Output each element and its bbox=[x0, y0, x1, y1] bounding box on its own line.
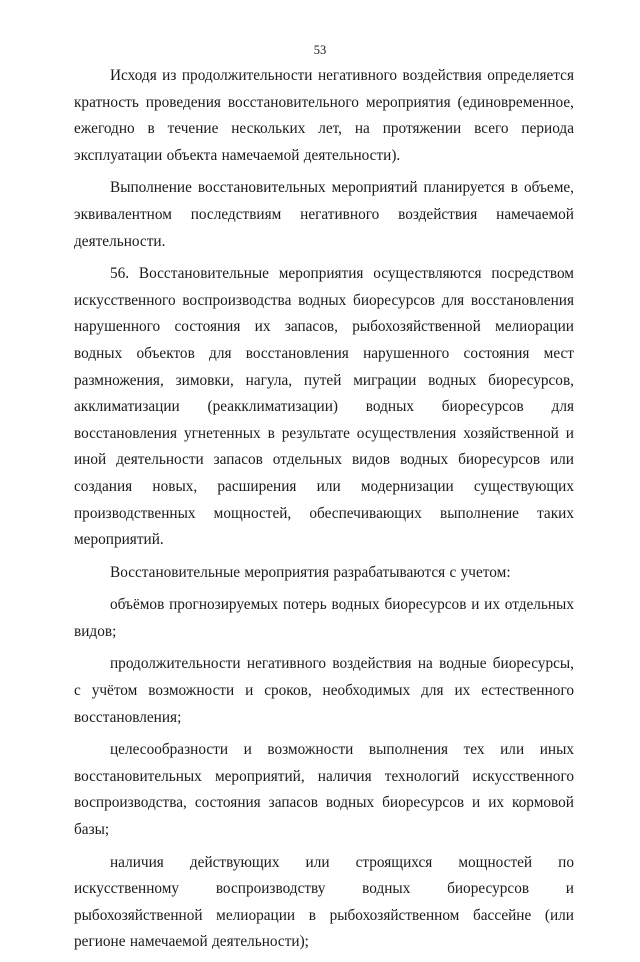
paragraph-existing-capacities: наличия действующих или строящихся мощностей по искусственному воспроизводству водных биоресурсов и рыбохозяйственной мелиорации в рыбохозяйственном бассейне (или регионе намечаемой деятельности); bbox=[74, 853, 574, 951]
paragraph-planned-volume: Выполнение восстановительных мероприятий планируется в объеме, эквивалентном последствиям негативного воздействия намечаемой деятельности. bbox=[74, 179, 574, 250]
page-number: 53 bbox=[313, 43, 327, 57]
paragraph-predicted-losses: объёмов прогнозируемых потерь водных биоресурсов и их отдельных видов; bbox=[74, 596, 574, 640]
document-body bbox=[74, 63, 574, 962]
paragraph-duration-multiplicity: Исходя из продолжительности негативного воздействия определяется кратность проведения восстановительного мероприятия (единовременное, ежегодно в течение нескольких лет, на протяжении всего периода эксплуатации объекта намечаемой деятельности). bbox=[74, 67, 574, 164]
paragraph-item-56: 56. Восстановительные мероприятия осуществляются посредством искусственного воспроизводства водных биоресурсов для восстановления нарушенного состояния их запасов, рыбохозяйственной мелиорации водных объектов для восстановления нарушенного состояния мест размножения, зимовки, нагула, путей миграции водных биоресурсов, акклиматизации (реакклиматизации) водных биоресурсов для восстановления угнетенных в результате осуществления хозяйственной и иной деятельности запасов отдельных видов водных биоресурсов или создания новых, расширения или модернизации существующих производственных мощностей, обеспечивающих выполнение таких мероприятий. bbox=[74, 265, 574, 549]
paragraph-impact-duration: продолжительности негативного воздействия на водные биоресурсы, с учётом возможности и сроков, необходимых для их естественного восстановления; bbox=[74, 655, 574, 726]
paragraph-expediency: целесообразности и возможности выполнения тех или иных восстановительных мероприятий, наличия технологий искусственного воспроизводства, состояния запасов водных биоресурсов и их кормовой базы; bbox=[74, 741, 574, 839]
paragraph-developed-considering: Восстановительные мероприятия разрабатываются с учетом: bbox=[110, 563, 511, 581]
